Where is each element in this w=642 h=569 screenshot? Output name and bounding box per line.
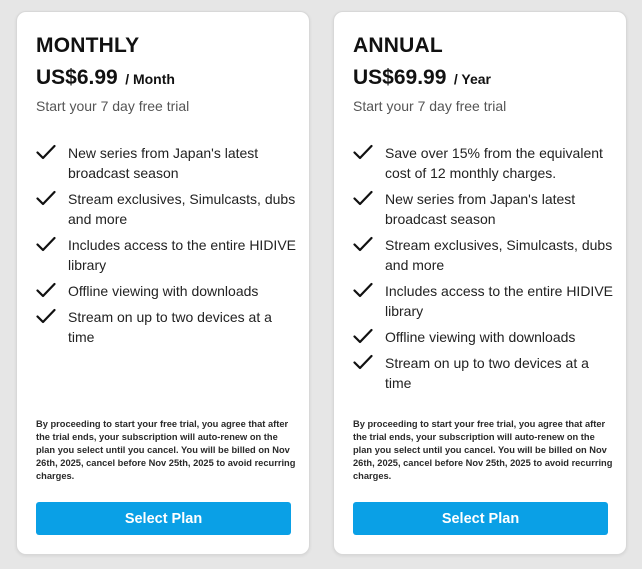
check-icon [353, 144, 373, 160]
select-plan-button[interactable]: Select Plan [353, 502, 608, 535]
feature-item [36, 281, 296, 301]
check-icon [36, 144, 56, 160]
plan-card-monthly [16, 11, 310, 555]
feature-item [36, 307, 296, 347]
feature-item [353, 327, 613, 347]
feature-text: Save over 15% from the equivalent cost of 12 monthly charges. [385, 145, 603, 181]
select-plan-button[interactable]: Select Plan [36, 502, 291, 535]
check-icon [353, 190, 373, 206]
feature-text: Includes access to the entire HIDIVE library [385, 283, 613, 319]
feature-list [353, 143, 613, 399]
plan-name: ANNUAL [353, 34, 443, 57]
plan-period: / Month [125, 71, 175, 87]
legal-disclaimer: By proceeding to start your free trial, you agree that after the trial ends, your subscription will auto-renew on the plan you select until you cancel. You will be billed on Nov 26th, 2025, cancel before Nov 25th, 2025 to avoid recurring charges. [353, 419, 613, 481]
plan-price: US$69.99 [353, 66, 447, 89]
feature-item [353, 189, 613, 229]
legal-disclaimer: By proceeding to start your free trial, you agree that after the trial ends, your subscription will auto-renew on the plan you select until you cancel. You will be billed on Nov 26th, 2025, cancel before Nov 25th, 2025 to avoid recurring charges. [36, 419, 296, 481]
feature-item [353, 235, 613, 275]
feature-item [36, 143, 296, 183]
price-row [36, 66, 175, 90]
check-icon [353, 328, 373, 344]
feature-text: New series from Japan's latest broadcast season [385, 191, 576, 227]
feature-item [353, 143, 613, 183]
feature-text: Offline viewing with downloads [385, 329, 576, 345]
plan-price: US$6.99 [36, 66, 118, 89]
price-row [353, 66, 491, 90]
plan-name: MONTHLY [36, 34, 140, 57]
feature-item [36, 235, 296, 275]
trial-text: Start your 7 day free trial [36, 98, 190, 114]
trial-text: Start your 7 day free trial [353, 98, 507, 114]
plan-period: / Year [453, 71, 491, 87]
feature-text: Stream exclusives, Simulcasts, dubs and more [68, 191, 296, 227]
feature-text: Includes access to the entire HIDIVE library [68, 237, 296, 273]
check-icon [36, 308, 56, 324]
feature-list [36, 143, 296, 353]
feature-text: Stream exclusives, Simulcasts, dubs and more [385, 237, 613, 273]
feature-text: New series from Japan's latest broadcast season [68, 145, 259, 181]
feature-text: Stream on up to two devices at a time [385, 355, 589, 391]
check-icon [36, 190, 56, 206]
feature-item [353, 281, 613, 321]
plan-card-annual [333, 11, 627, 555]
check-icon [353, 236, 373, 252]
check-icon [36, 236, 56, 252]
check-icon [36, 282, 56, 298]
feature-item [36, 189, 296, 229]
feature-text: Offline viewing with downloads [68, 283, 259, 299]
check-icon [353, 354, 373, 370]
check-icon [353, 282, 373, 298]
feature-item [353, 353, 613, 393]
feature-text: Stream on up to two devices at a time [68, 309, 272, 345]
